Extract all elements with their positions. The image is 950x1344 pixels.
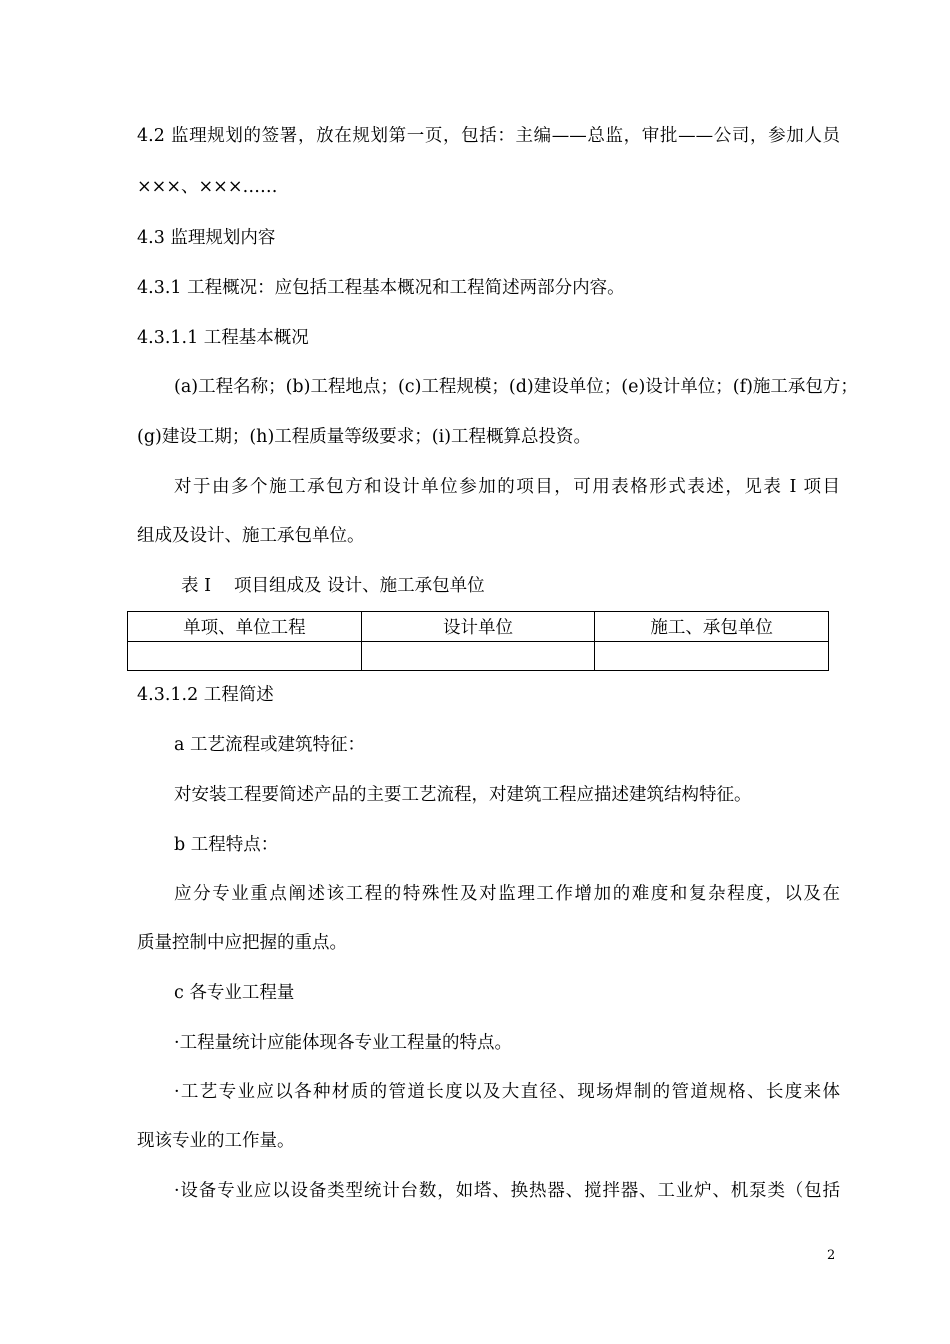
item-c-heading: c 各专业工程量 — [174, 983, 295, 1003]
item-a-body: 对安装工程要简述产品的主要工艺流程，对建筑工程应描述建筑结构特征。 — [174, 785, 752, 805]
heading-4-3-1-1: 4.3.1.1 工程基本概况 — [137, 328, 309, 348]
item-a-heading: a 工艺流程或建筑特征： — [174, 735, 365, 755]
bullet-equipment-line1: ·设备专业应以设备类型统计台数，如塔、换热器、搅拌器、工业炉、机泵类（包括 — [174, 1181, 840, 1201]
bullet-process-line1: ·工艺专业应以各种材质的管道长度以及大直径、现场焊制的管道规格、长度来体 — [174, 1082, 840, 1102]
table-header-row — [128, 612, 829, 642]
table-header-cell: 单项、单位工程 — [128, 612, 362, 642]
table-cell — [128, 642, 362, 671]
table-header-cell: 设计单位 — [361, 612, 595, 642]
table-caption: 表 I 项目组成及 设计、施工承包单位 — [181, 576, 485, 596]
paragraph-4-2-line2: ×××、×××…… — [137, 177, 278, 197]
item-b-body-line1: 应分专业重点阐述该工程的特殊性及对监理工作增加的难度和复杂程度，以及在 — [174, 884, 840, 904]
project-units-table — [127, 611, 829, 671]
heading-4-3-1-2: 4.3.1.2 工程简述 — [137, 685, 274, 705]
basic-overview-line2: (g)建设工期；(h)工程质量等级要求；(i)工程概算总投资。 — [137, 427, 592, 447]
page-number: 2 — [827, 1248, 836, 1263]
bullet-quantity-stats: ·工程量统计应能体现各专业工程量的特点。 — [174, 1033, 513, 1053]
item-b-body-line2: 质量控制中应把握的重点。 — [137, 933, 347, 953]
paragraph-4-3-1: 4.3.1 工程概况：应包括工程基本概况和工程简述两部分内容。 — [137, 278, 625, 298]
bullet-process-line2: 现该专业的工作量。 — [137, 1131, 295, 1151]
basic-overview-line1: (a)工程名称；(b)工程地点；(c)工程规模；(d)建设单位；(e)设计单位；(f)施工承包方； — [174, 377, 858, 397]
table-intro-line2: 组成及设计、施工承包单位。 — [137, 526, 365, 546]
table-cell — [361, 642, 595, 671]
table-row — [128, 642, 829, 671]
table-intro-line1: 对于由多个施工承包方和设计单位参加的项目，可用表格形式表述，见表 I 项目 — [174, 477, 840, 497]
table-cell — [595, 642, 829, 671]
heading-4-3: 4.3 监理规划内容 — [137, 228, 276, 248]
item-b-heading: b 工程特点： — [174, 835, 279, 855]
paragraph-4-2-line1: 4.2 监理规划的签署，放在规划第一页，包括：主编——总监，审批——公司，参加人员 — [137, 126, 840, 146]
table-header-cell: 施工、承包单位 — [595, 612, 829, 642]
